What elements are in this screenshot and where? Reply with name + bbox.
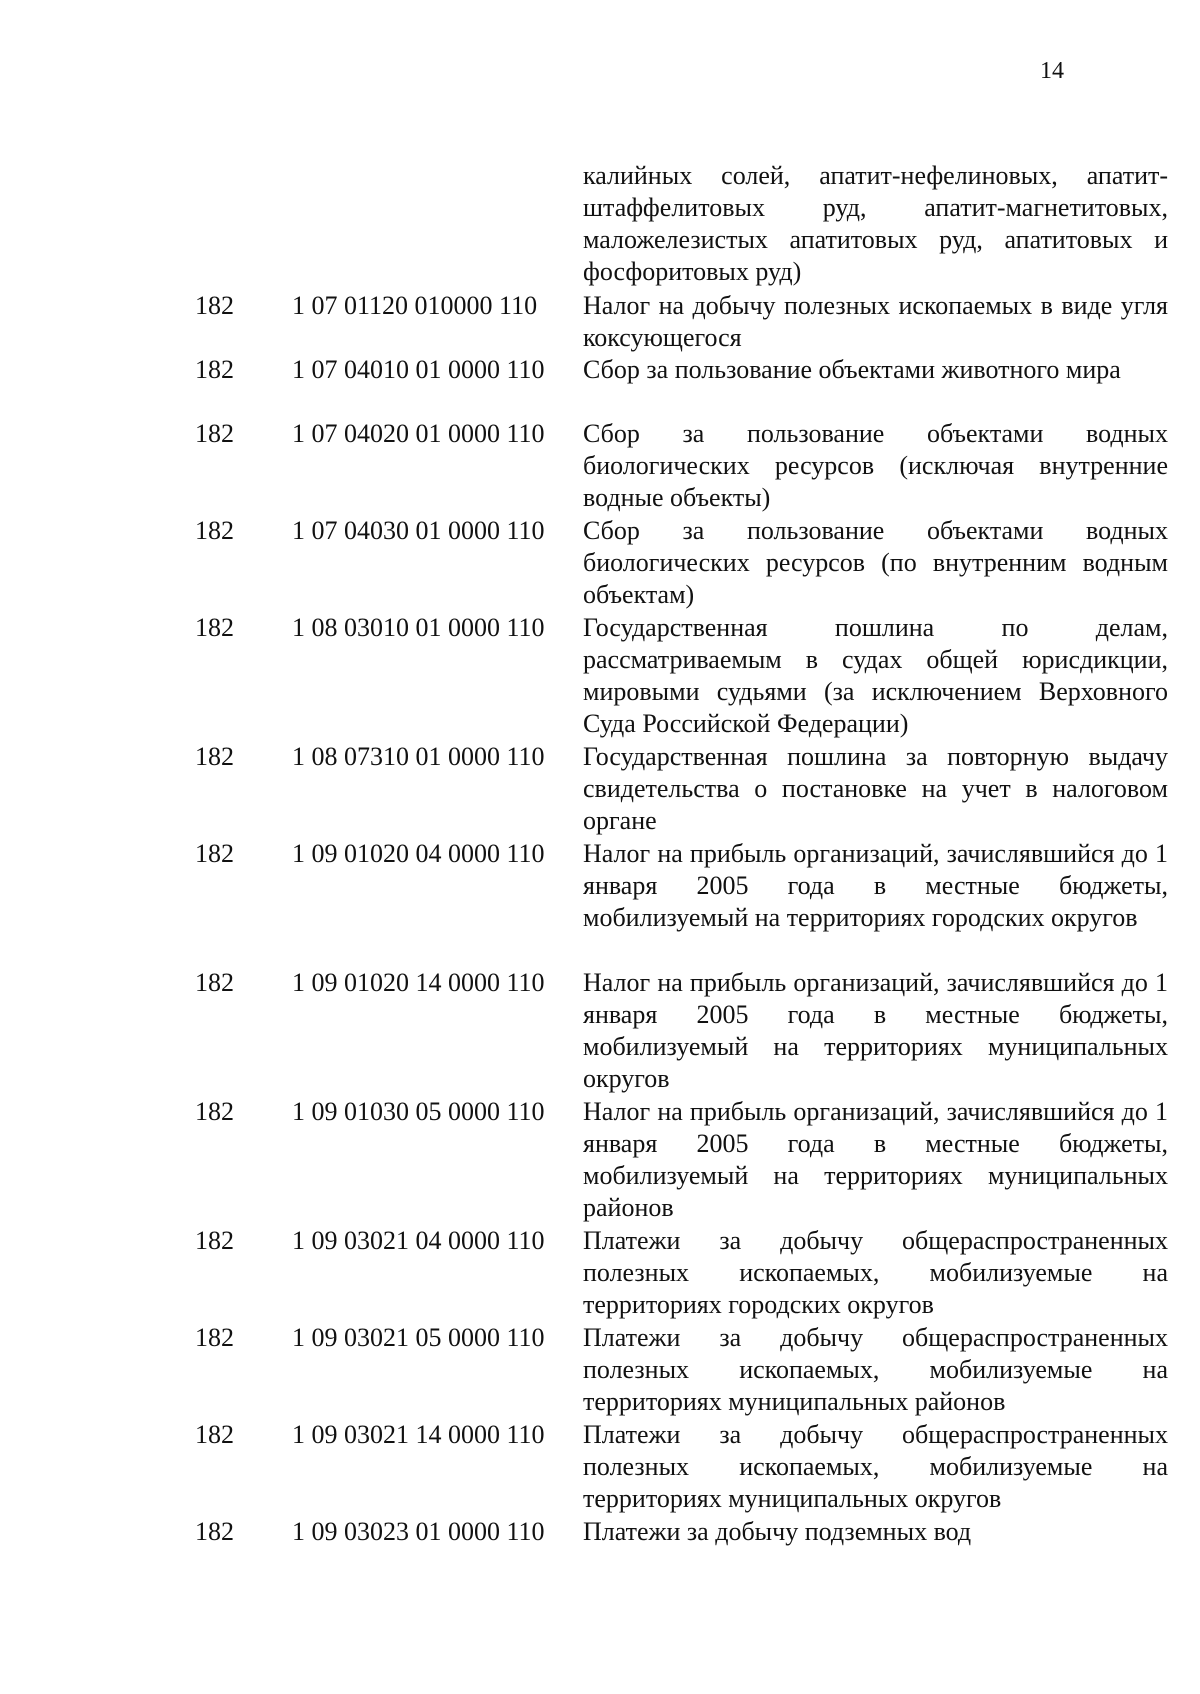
revenue-description: Налог на прибыль организаций, зачислявшийся до 1 января 2005 года в местные бюджеты, мобилизуемый на территориях муниципальных округов <box>583 968 1168 1093</box>
revenue-description: Государственная пошлина за повторную выдачу свидетельства о постановке на учет в налоговом органе <box>583 742 1168 835</box>
administrator-code: 182 <box>195 355 234 384</box>
revenue-description: Налог на добычу полезных ископаемых в виде угля коксующегося <box>583 291 1168 352</box>
revenue-description: Сбор за пользование объектами водных биологических ресурсов (по внутренним водным объектам) <box>583 516 1168 609</box>
budget-classification-code: 1 09 03021 05 0000 110 <box>292 1323 545 1352</box>
budget-classification-code: 1 08 03010 01 0000 110 <box>292 613 545 642</box>
administrator-code: 182 <box>195 1097 234 1126</box>
revenue-description: Сбор за пользование объектами животного мира <box>583 355 1121 384</box>
continued-description: калийных солей, апатит-нефелиновых, апатит-штаффелитовых руд, апатит-магнетитовых, маложелезистых апатитовых руд, апатитовых и фосфоритовых руд) <box>583 161 1168 286</box>
budget-classification-code: 1 09 03021 14 0000 110 <box>292 1420 545 1449</box>
administrator-code: 182 <box>195 1517 234 1546</box>
page-number: 14 <box>1040 58 1064 84</box>
revenue-description: Платежи за добычу общераспространенных полезных ископаемых, мобилизуемые на территориях городских округов <box>583 1226 1168 1319</box>
budget-classification-code: 1 07 04010 01 0000 110 <box>292 355 545 384</box>
administrator-code: 182 <box>195 291 234 320</box>
administrator-code: 182 <box>195 742 234 771</box>
administrator-code: 182 <box>195 613 234 642</box>
revenue-description: Налог на прибыль организаций, зачислявшийся до 1 января 2005 года в местные бюджеты, мобилизуемый на территориях муниципальных районов <box>583 1097 1168 1222</box>
budget-classification-code: 1 09 01020 14 0000 110 <box>292 968 545 997</box>
administrator-code: 182 <box>195 968 234 997</box>
administrator-code: 182 <box>195 419 234 448</box>
revenue-description: Налог на прибыль организаций, зачислявшийся до 1 января 2005 года в местные бюджеты, мобилизуемый на территориях городских округов <box>583 839 1168 932</box>
budget-classification-code: 1 09 03023 01 0000 110 <box>292 1517 545 1546</box>
budget-classification-code: 1 09 03021 04 0000 110 <box>292 1226 545 1255</box>
budget-classification-code: 1 07 04020 01 0000 110 <box>292 419 545 448</box>
budget-classification-code: 1 08 07310 01 0000 110 <box>292 742 545 771</box>
revenue-description: Платежи за добычу общераспространенных полезных ископаемых, мобилизуемые на территориях муниципальных округов <box>583 1420 1168 1513</box>
budget-classification-code: 1 07 04030 01 0000 110 <box>292 516 545 545</box>
budget-classification-code: 1 07 01120 010000 110 <box>292 291 538 320</box>
revenue-description: Платежи за добычу подземных вод <box>583 1517 972 1546</box>
administrator-code: 182 <box>195 516 234 545</box>
budget-classification-code: 1 09 01030 05 0000 110 <box>292 1097 545 1126</box>
revenue-description: Платежи за добычу общераспространенных полезных ископаемых, мобилизуемые на территориях муниципальных районов <box>583 1323 1168 1416</box>
administrator-code: 182 <box>195 1226 234 1255</box>
administrator-code: 182 <box>195 1420 234 1449</box>
revenue-description: Сбор за пользование объектами водных биологических ресурсов (исключая внутренние водные объекты) <box>583 419 1168 512</box>
administrator-code: 182 <box>195 1323 234 1352</box>
budget-classification-code: 1 09 01020 04 0000 110 <box>292 839 545 868</box>
revenue-description: Государственная пошлина по делам, рассматриваемым в судах общей юрисдикции, мировыми судьями (за исключением Верховного Суда Российской Федерации) <box>583 613 1168 738</box>
administrator-code: 182 <box>195 839 234 868</box>
